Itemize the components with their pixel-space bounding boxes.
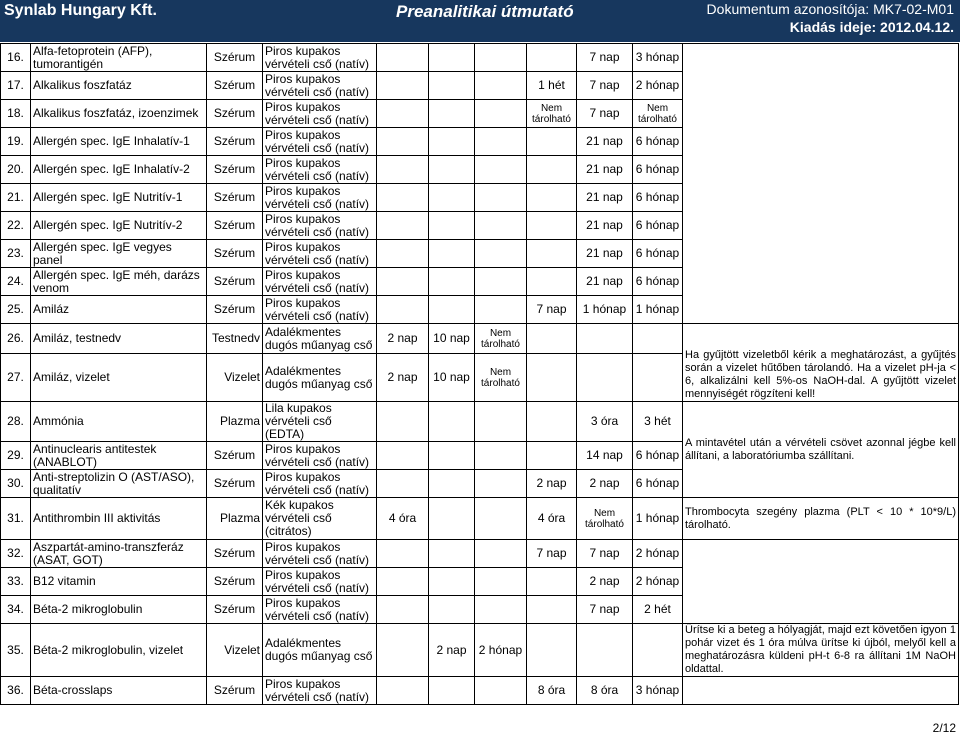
storage-c6: 6 hónap: [633, 442, 683, 470]
table-row: [1, 540, 959, 568]
storage-c1: [377, 128, 429, 156]
test-name: Antithrombin III aktivitás: [31, 498, 207, 540]
storage-c6: [633, 624, 683, 677]
storage-c5: 7 nap: [577, 540, 633, 568]
storage-c6: Nem tárolható: [633, 100, 683, 128]
test-name: Béta-2 mikroglobulin, vizelet: [31, 624, 207, 677]
storage-c3: [475, 44, 527, 72]
storage-c3: 2 hónap: [475, 624, 527, 677]
material: Szérum: [207, 296, 263, 324]
storage-c1: [377, 568, 429, 596]
material: Vizelet: [207, 354, 263, 402]
material: Szérum: [207, 677, 263, 705]
material: Testnedv: [207, 324, 263, 354]
storage-c1: 2 nap: [377, 354, 429, 402]
row-number: 32.: [1, 540, 31, 568]
storage-c6: [633, 324, 683, 354]
test-name: Allergén spec. IgE Inhalatív-1: [31, 128, 207, 156]
material: Szérum: [207, 596, 263, 624]
storage-c5: 2 nap: [577, 470, 633, 498]
tube-type: Piros kupakos vérvételi cső (natív): [263, 44, 377, 72]
storage-c4: 4 óra: [527, 498, 577, 540]
storage-c4: [527, 184, 577, 212]
storage-c6: 2 hét: [633, 596, 683, 624]
storage-c6: [633, 354, 683, 402]
storage-c3: [475, 212, 527, 240]
storage-c1: [377, 296, 429, 324]
row-number: 36.: [1, 677, 31, 705]
test-name: Allergén spec. IgE Nutritív-1: [31, 184, 207, 212]
table-row: [1, 324, 959, 354]
storage-c2: [429, 568, 475, 596]
storage-c6: 6 hónap: [633, 470, 683, 498]
storage-c2: [429, 596, 475, 624]
storage-c5: 21 nap: [577, 184, 633, 212]
storage-c6: 6 hónap: [633, 184, 683, 212]
storage-c1: [377, 677, 429, 705]
page-header: [0, 0, 960, 42]
material: Szérum: [207, 568, 263, 596]
storage-c4: [527, 268, 577, 296]
storage-c3: [475, 268, 527, 296]
row-number: 25.: [1, 296, 31, 324]
storage-c6: 1 hónap: [633, 296, 683, 324]
storage-c3: [475, 540, 527, 568]
storage-c4: [527, 568, 577, 596]
row-number: 23.: [1, 240, 31, 268]
storage-c5: 7 nap: [577, 596, 633, 624]
storage-c6: 6 hónap: [633, 156, 683, 184]
storage-c1: [377, 442, 429, 470]
storage-c3: [475, 128, 527, 156]
storage-c5: 14 nap: [577, 442, 633, 470]
table-row: [1, 624, 959, 677]
storage-c1: [377, 268, 429, 296]
material: Szérum: [207, 72, 263, 100]
storage-c3: Nem tárolható: [475, 354, 527, 402]
storage-c4: [527, 240, 577, 268]
test-name: B12 vitamin: [31, 568, 207, 596]
storage-c6: 6 hónap: [633, 240, 683, 268]
tube-type: Lila kupakos vérvételi cső (EDTA): [263, 402, 377, 442]
test-name: Amiláz: [31, 296, 207, 324]
storage-c2: [429, 540, 475, 568]
material: Szérum: [207, 240, 263, 268]
storage-c2: [429, 296, 475, 324]
storage-c4: [527, 624, 577, 677]
storage-c1: 4 óra: [377, 498, 429, 540]
material: Szérum: [207, 128, 263, 156]
storage-c5: [577, 624, 633, 677]
storage-c3: [475, 568, 527, 596]
test-name: Allergén spec. IgE méh, darázs venom: [31, 268, 207, 296]
storage-c1: [377, 184, 429, 212]
storage-c6: 6 hónap: [633, 268, 683, 296]
storage-c4: [527, 596, 577, 624]
storage-c4: 7 nap: [527, 296, 577, 324]
test-name: Aszpartát-amino-transzferáz (ASAT, GOT): [31, 540, 207, 568]
tube-type: Piros kupakos vérvételi cső (natív): [263, 442, 377, 470]
material: Szérum: [207, 268, 263, 296]
storage-c1: [377, 100, 429, 128]
storage-c2: [429, 240, 475, 268]
tube-type: Piros kupakos vérvételi cső (natív): [263, 156, 377, 184]
storage-c6: 3 hónap: [633, 44, 683, 72]
storage-c5: 1 hónap: [577, 296, 633, 324]
storage-c2: [429, 72, 475, 100]
storage-c6: 3 hónap: [633, 677, 683, 705]
row-number: 26.: [1, 324, 31, 354]
storage-c4: 7 nap: [527, 540, 577, 568]
storage-c2: [429, 156, 475, 184]
row-number: 35.: [1, 624, 31, 677]
test-name: Allergén spec. IgE Inhalatív-2: [31, 156, 207, 184]
row-number: 27.: [1, 354, 31, 402]
storage-c1: [377, 156, 429, 184]
storage-c5: [577, 354, 633, 402]
storage-c6: 6 hónap: [633, 128, 683, 156]
tube-type: Piros kupakos vérvételi cső (natív): [263, 677, 377, 705]
storage-c6: 2 hónap: [633, 540, 683, 568]
storage-c4: [527, 156, 577, 184]
storage-c3: [475, 100, 527, 128]
row-number: 16.: [1, 44, 31, 72]
document-id: Dokumentum azonosítója: MK7-02-M01: [706, 1, 954, 17]
note-empty: [683, 540, 959, 624]
storage-c5: 7 nap: [577, 100, 633, 128]
storage-c4: [527, 44, 577, 72]
storage-c3: [475, 596, 527, 624]
test-name: Alfa-fetoprotein (AFP), tumorantigén: [31, 44, 207, 72]
storage-c4: [527, 442, 577, 470]
document-title: Preanalitikai útmutató: [396, 2, 574, 21]
table-row: [1, 44, 959, 72]
row-number: 28.: [1, 402, 31, 442]
row-number: 21.: [1, 184, 31, 212]
table-row: [1, 402, 959, 442]
storage-c3: [475, 72, 527, 100]
storage-c3: Nem tárolható: [475, 324, 527, 354]
storage-c2: [429, 268, 475, 296]
storage-c1: [377, 212, 429, 240]
storage-c3: [475, 296, 527, 324]
storage-c4: [527, 402, 577, 442]
storage-c2: [429, 128, 475, 156]
tube-type: Piros kupakos vérvételi cső (natív): [263, 72, 377, 100]
storage-c1: [377, 72, 429, 100]
material: Szérum: [207, 184, 263, 212]
storage-c3: [475, 677, 527, 705]
storage-c4: [527, 354, 577, 402]
tube-type: Kék kupakos vérvételi cső (citrátos): [263, 498, 377, 540]
storage-c3: [475, 402, 527, 442]
storage-c4: [527, 324, 577, 354]
test-name: Amiláz, testnedv: [31, 324, 207, 354]
storage-c1: [377, 596, 429, 624]
company-name: Synlab Hungary Kft.: [4, 2, 157, 19]
test-name: Alkalikus foszfatáz, izoenzimek: [31, 100, 207, 128]
material: Szérum: [207, 470, 263, 498]
row-number: 22.: [1, 212, 31, 240]
row-number: 19.: [1, 128, 31, 156]
storage-c5: 2 nap: [577, 568, 633, 596]
material: Plazma: [207, 498, 263, 540]
storage-c1: [377, 540, 429, 568]
note-empty: [683, 677, 959, 705]
storage-c2: [429, 184, 475, 212]
storage-c2: [429, 402, 475, 442]
table-row: [1, 677, 959, 705]
storage-c3: [475, 240, 527, 268]
storage-c4: Nem tárolható: [527, 100, 577, 128]
tube-type: Piros kupakos vérvételi cső (natív): [263, 240, 377, 268]
tube-type: Piros kupakos vérvételi cső (natív): [263, 128, 377, 156]
row-number: 29.: [1, 442, 31, 470]
test-name: Ammónia: [31, 402, 207, 442]
storage-c5: 7 nap: [577, 72, 633, 100]
tube-type: Piros kupakos vérvételi cső (natív): [263, 268, 377, 296]
tube-type: Piros kupakos vérvételi cső (natív): [263, 184, 377, 212]
test-name: Béta-2 mikroglobulin: [31, 596, 207, 624]
tube-type: Adalékmentes dugós műanyag cső: [263, 324, 377, 354]
storage-c2: [429, 100, 475, 128]
row-number: 34.: [1, 596, 31, 624]
storage-c2: [429, 470, 475, 498]
storage-c6: 2 hónap: [633, 568, 683, 596]
storage-c5: 21 nap: [577, 240, 633, 268]
storage-c6: 1 hónap: [633, 498, 683, 540]
material: Szérum: [207, 540, 263, 568]
material: Szérum: [207, 100, 263, 128]
storage-c3: [475, 470, 527, 498]
tube-type: Adalékmentes dugós műanyag cső: [263, 624, 377, 677]
note-antithrombin: Thrombocyta szegény plazma (PLT < 10 * 10*9/L) tárolható.: [683, 498, 959, 540]
storage-c4: 1 hét: [527, 72, 577, 100]
storage-c1: [377, 402, 429, 442]
storage-c4: [527, 128, 577, 156]
storage-c1: [377, 44, 429, 72]
storage-c4: 8 óra: [527, 677, 577, 705]
test-name: Antinuclearis antitestek (ANABLOT): [31, 442, 207, 470]
note-ammonia: A mintavétel után a vérvételi csövet azonnal jégbe kell állítani, a laboratóriumba szállítani.: [683, 402, 959, 498]
storage-c3: [475, 184, 527, 212]
storage-c5: Nem tárolható: [577, 498, 633, 540]
material: Szérum: [207, 44, 263, 72]
note-amilaz-vizelet: Ha gyűjtött vizeletből kérik a meghatározást, a gyűjtés során a vizelet hűtőben tárolandó. Ha a vizelet pH-ja < 6, alkalizálni kell 5%-os NaOH-dal. A gyűjtött vizelet mennyiségét rögzíteni kell!: [683, 324, 959, 402]
material: Plazma: [207, 402, 263, 442]
storage-c1: 2 nap: [377, 324, 429, 354]
storage-c2: [429, 677, 475, 705]
row-number: 24.: [1, 268, 31, 296]
note-beta2-vizelet: Ürítse ki a beteg a hólyagját, majd ezt követően igyon 1 pohár vizet és 1 óra múlva ürítse ki újból, melyől kell a meghatározásra küldeni pH-t 6-8 ra állítani 1M NaOH oldattal.: [683, 624, 959, 677]
material: Szérum: [207, 156, 263, 184]
storage-c2: [429, 44, 475, 72]
tube-type: Piros kupakos vérvételi cső (natív): [263, 296, 377, 324]
storage-c4: [527, 212, 577, 240]
row-number: 33.: [1, 568, 31, 596]
storage-c5: 21 nap: [577, 156, 633, 184]
storage-c3: [475, 442, 527, 470]
storage-c2: [429, 212, 475, 240]
storage-c5: [577, 324, 633, 354]
test-name: Anti-streptolizin O (AST/ASO), qualitatív: [31, 470, 207, 498]
material: Vizelet: [207, 624, 263, 677]
tube-type: Piros kupakos vérvételi cső (natív): [263, 596, 377, 624]
storage-c5: 8 óra: [577, 677, 633, 705]
storage-c4: 2 nap: [527, 470, 577, 498]
note-cell: [683, 44, 959, 324]
storage-c6: 6 hónap: [633, 212, 683, 240]
storage-c1: [377, 470, 429, 498]
storage-c5: 7 nap: [577, 44, 633, 72]
row-number: 20.: [1, 156, 31, 184]
storage-c1: [377, 240, 429, 268]
row-number: 17.: [1, 72, 31, 100]
table-row: [1, 498, 959, 540]
storage-c3: [475, 156, 527, 184]
storage-c1: [377, 624, 429, 677]
test-name: Alkalikus foszfatáz: [31, 72, 207, 100]
storage-c2: 10 nap: [429, 324, 475, 354]
tube-type: Piros kupakos vérvételi cső (natív): [263, 470, 377, 498]
tube-type: Piros kupakos vérvételi cső (natív): [263, 212, 377, 240]
material: Szérum: [207, 442, 263, 470]
row-number: 30.: [1, 470, 31, 498]
storage-c3: [475, 498, 527, 540]
storage-c2: 2 nap: [429, 624, 475, 677]
tube-type: Piros kupakos vérvételi cső (natív): [263, 540, 377, 568]
material: Szérum: [207, 212, 263, 240]
test-name: Amiláz, vizelet: [31, 354, 207, 402]
storage-c2: [429, 498, 475, 540]
test-name: Allergén spec. IgE vegyes panel: [31, 240, 207, 268]
row-number: 31.: [1, 498, 31, 540]
tube-type: Piros kupakos vérvételi cső (natív): [263, 100, 377, 128]
storage-c2: 10 nap: [429, 354, 475, 402]
test-name: Béta-crosslaps: [31, 677, 207, 705]
storage-c5: 21 nap: [577, 128, 633, 156]
storage-c6: 3 hét: [633, 402, 683, 442]
storage-c5: 21 nap: [577, 268, 633, 296]
storage-c5: 21 nap: [577, 212, 633, 240]
tube-type: Adalékmentes dugós műanyag cső: [263, 354, 377, 402]
row-number: 18.: [1, 100, 31, 128]
storage-c2: [429, 442, 475, 470]
test-table: [0, 43, 959, 705]
storage-c5: 3 óra: [577, 402, 633, 442]
issue-date: Kiadás ideje: 2012.04.12.: [789, 19, 954, 35]
page-number: 2/12: [932, 721, 956, 735]
test-name: Allergén spec. IgE Nutritív-2: [31, 212, 207, 240]
storage-c6: 2 hónap: [633, 72, 683, 100]
tube-type: Piros kupakos vérvételi cső (natív): [263, 568, 377, 596]
